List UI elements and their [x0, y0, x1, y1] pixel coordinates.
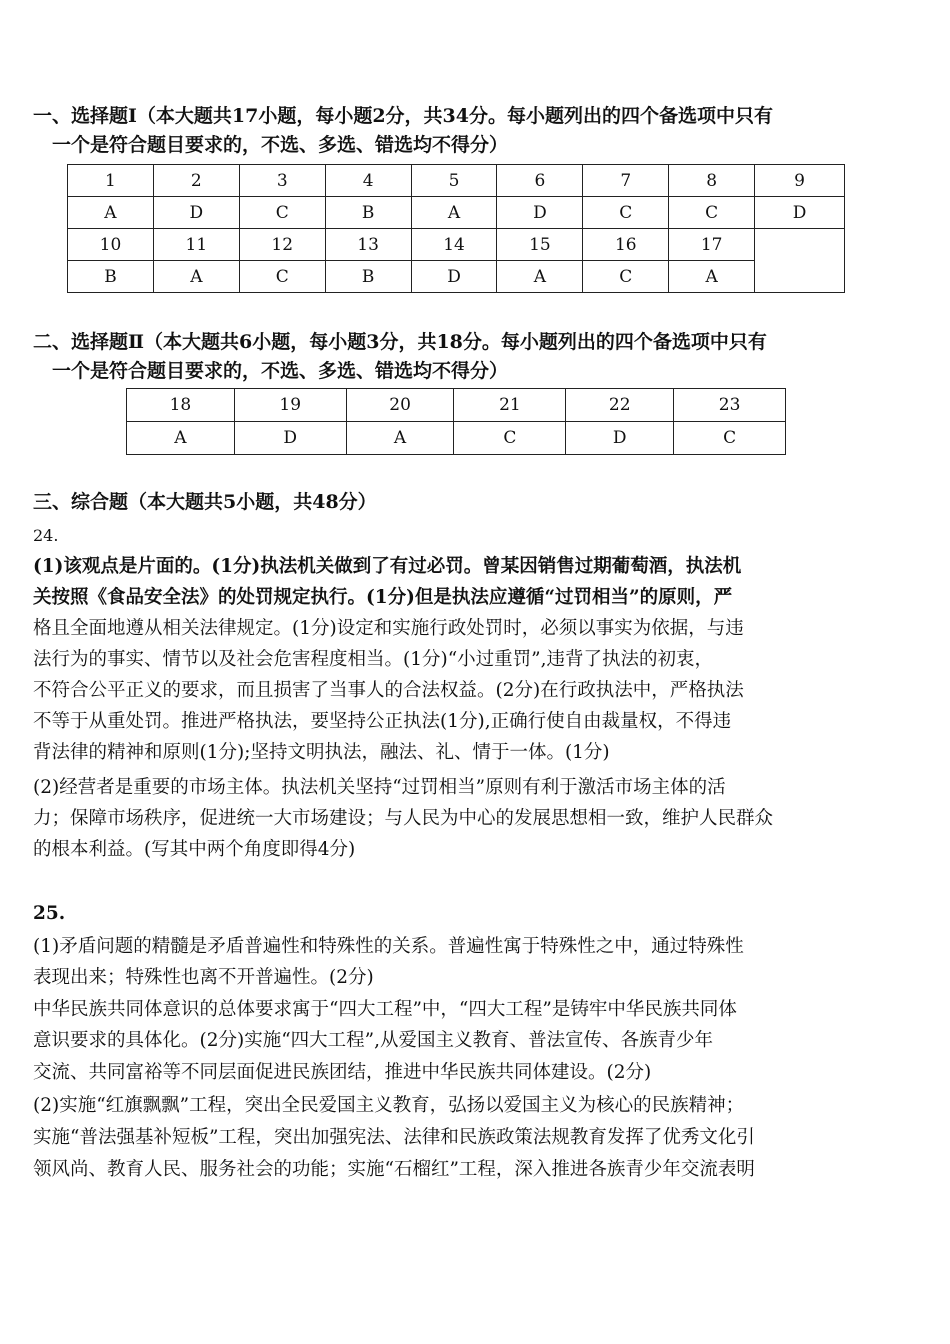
section1-title-cont: 一个是符合题目要求的，不选、多选、错选均不得分）: [52, 134, 509, 156]
q24-p2-line: (2)经营者是重要的市场主体。执法机关坚持“过罚相当”原则有利于激活市场主体的活: [33, 777, 726, 798]
answer-cell: D: [411, 261, 497, 293]
q24-p1-line: 格且全面地遵从相关法律规定。(1分)设定和实施行政处罚时，必须以事实为依据，与违: [33, 618, 744, 639]
answer-cell: A: [669, 261, 755, 293]
question-number: 11: [153, 229, 239, 261]
question-number: 12: [239, 229, 325, 261]
question-number: 23: [674, 389, 786, 422]
answer-cell: A: [346, 422, 454, 455]
q24-p1-line: 背法律的精神和原则(1分);坚持文明执法，融法、礼、情于一体。(1分): [33, 742, 610, 763]
question-number: 4: [325, 165, 411, 197]
table-row: [127, 422, 786, 455]
section2-title: 二、选择题Ⅱ（本大题共6小题，每小题3分，共18分。每小题列出的四个备选项中只有: [33, 331, 767, 353]
table-row: [127, 389, 786, 422]
question-number: 18: [127, 389, 235, 422]
answer-cell: C: [583, 261, 669, 293]
question-number: 3: [239, 165, 325, 197]
q24-p1-line: 法行为的事实、情节以及社会危害程度相当。(1分)“小过重罚”,违背了执法的初衷，: [33, 649, 714, 670]
section2-answer-table: [126, 388, 786, 455]
question-number: 6: [497, 165, 583, 197]
q25-line: 领风尚、教育人民、服务社会的功能；实施“石榴红”工程，深入推进各族青少年交流表明: [33, 1159, 755, 1180]
table-row: [68, 261, 845, 293]
question-number: 17: [669, 229, 755, 261]
question-number: 14: [411, 229, 497, 261]
answer-cell: A: [68, 197, 154, 229]
q24-p1-line: 不符合公平正义的要求，而且损害了当事人的合法权益。(2分)在行政执法中，严格执法: [33, 680, 744, 701]
question-number: 21: [454, 389, 566, 422]
answer-cell: D: [755, 197, 845, 229]
section3-title: 三、综合题（本大题共5小题，共48分）: [33, 491, 377, 513]
q24-p1-line: 关按照《食品安全法》的处罚规定执行。(1分)但是执法应遵循“过罚相当”的原则，严: [33, 587, 733, 608]
question-number: 15: [497, 229, 583, 261]
answer-cell: C: [669, 197, 755, 229]
question-number: 16: [583, 229, 669, 261]
q25-label: 25.: [33, 903, 66, 924]
answer-cell: C: [674, 422, 786, 455]
answer-cell: D: [234, 422, 346, 455]
q24-p1-line: 不等于从重处罚。推进严格执法，要坚持公正执法(1分),正确行使自由裁量权，不得违: [33, 711, 732, 732]
q25-line: 中华民族共同体意识的总体要求寓于“四大工程”中，“四大工程”是铸牢中华民族共同体: [33, 999, 737, 1020]
question-number: 5: [411, 165, 497, 197]
question-number: 20: [346, 389, 454, 422]
answer-cell: D: [497, 197, 583, 229]
table-row: [68, 229, 845, 261]
answer-cell: C: [583, 197, 669, 229]
answer-cell: A: [153, 261, 239, 293]
section1-title: 一、选择题Ⅰ（本大题共17小题，每小题2分，共34分。每小题列出的四个备选项中只有: [33, 105, 773, 127]
answer-cell: A: [411, 197, 497, 229]
question-number: 2: [153, 165, 239, 197]
question-number: 1: [68, 165, 154, 197]
answer-cell: B: [325, 197, 411, 229]
section2-title-cont: 一个是符合题目要求的，不选、多选、错选均不得分）: [52, 360, 509, 382]
empty-cell: [755, 229, 845, 293]
q25-line: (1)矛盾问题的精髓是矛盾普遍性和特殊性的关系。普遍性寓于特殊性之中，通过特殊性: [33, 936, 744, 957]
answer-cell: D: [566, 422, 674, 455]
answer-cell: C: [454, 422, 566, 455]
q25-line: 意识要求的具体化。(2分)实施“四大工程”,从爱国主义教育、普法宣传、各族青少年: [33, 1030, 714, 1051]
answer-cell: B: [68, 261, 154, 293]
q25-line: 表现出来；特殊性也离不开普遍性。(2分): [33, 967, 374, 988]
table-row: [68, 165, 845, 197]
q25-line: (2)实施“红旗飘飘”工程，突出全民爱国主义教育，弘扬以爱国主义为核心的民族精神；: [33, 1095, 745, 1116]
q25-line: 交流、共同富裕等不同层面促进民族团结，推进中华民族共同体建设。(2分): [33, 1062, 652, 1083]
answer-cell: B: [325, 261, 411, 293]
question-number: 7: [583, 165, 669, 197]
question-number: 19: [234, 389, 346, 422]
question-number: 10: [68, 229, 154, 261]
section1-answer-table: [67, 164, 845, 293]
question-number: 13: [325, 229, 411, 261]
table-row: [68, 197, 845, 229]
q24-label: 24.: [33, 526, 59, 545]
q24-p2-line: 的根本利益。(写其中两个角度即得4分): [33, 839, 356, 860]
q24-p1-line: (1)该观点是片面的。(1分)执法机关做到了有过必罚。曾某因销售过期葡萄酒，执法机: [33, 556, 742, 577]
answer-cell: A: [497, 261, 583, 293]
question-number: 9: [755, 165, 845, 197]
question-number: 22: [566, 389, 674, 422]
q24-p2-line: 力；保障市场秩序，促进统一大市场建设；与人民为中心的发展思想相一致，维护人民群众: [33, 808, 774, 829]
q25-line: 实施“普法强基补短板”工程，突出加强宪法、法律和民族政策法规教育发挥了优秀文化引: [33, 1127, 755, 1148]
question-number: 8: [669, 165, 755, 197]
answer-cell: D: [153, 197, 239, 229]
answer-cell: A: [127, 422, 235, 455]
answer-cell: C: [239, 197, 325, 229]
answer-cell: C: [239, 261, 325, 293]
